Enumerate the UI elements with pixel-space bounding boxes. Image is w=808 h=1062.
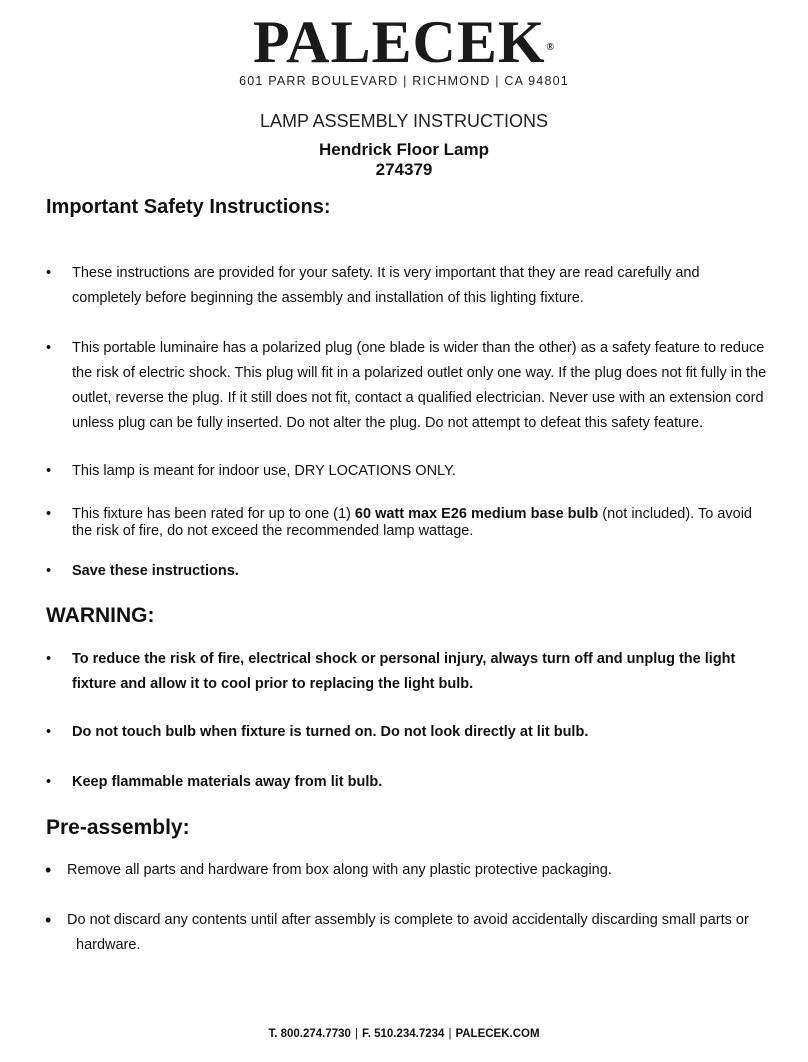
preassembly-heading: Pre-assembly:	[46, 816, 190, 839]
website-link[interactable]: PALECEK.COM	[455, 1028, 540, 1040]
bullet: •	[46, 651, 52, 667]
bullet: •	[46, 774, 52, 790]
safety-heading: Important Safety Instructions:	[46, 196, 331, 218]
bullet: •	[46, 463, 52, 479]
list-item: • Remove all parts and hardware from box along with any plastic protective packaging.	[67, 858, 767, 883]
warning-heading: WARNING:	[46, 604, 155, 627]
list-item: • This lamp is meant for indoor use, DRY LOCATIONS ONLY.	[72, 459, 772, 484]
list-item: • Do not discard any contents until after assembly is complete to avoid accidentally discarding small parts or hardware.	[45, 910, 749, 953]
bullet: •	[46, 563, 52, 579]
list-item: • To reduce the risk of fire, electrical shock or personal injury, always turn off and unplug the light fixture and allow it to cool prior to replacing the light bulb.	[72, 647, 772, 697]
fax-number: F. 510.234.7234	[361, 1028, 445, 1040]
product-sku: 274379	[375, 160, 433, 179]
list-item: • This portable luminaire has a polarized plug (one blade is wider than the other) as a safety feature to reduce the risk of electric shock. This plug will fit in a polarized outlet only one way. If the plug does not fit fully in the outlet, reverse the plug. If it still does not fit, contact a qualified electrician. Never use with an extension cord unless plug can be fully inserted. Do not alter the plug. Do not attempt to defeat this safety feature.	[72, 336, 772, 436]
list-item: • These instructions are provided for your safety. It is very important that they are read carefully and completely before beginning the assembly and installation of this lighting fixture.	[72, 261, 772, 311]
bullet: •	[46, 265, 52, 281]
bullet: •	[45, 910, 52, 930]
product-name: Hendrick Floor Lamp	[318, 140, 490, 159]
bullet: •	[46, 506, 52, 522]
list-item: • Do not touch bulb when fixture is turned on. Do not look directly at lit bulb.	[72, 720, 772, 745]
logo: PALECEK®	[252, 9, 556, 75]
list-item: • Save these instructions.	[72, 559, 772, 584]
registered-mark: ®	[546, 42, 556, 53]
bullet: •	[46, 724, 52, 740]
footer-contact: T. 800.274.7730 | F. 510.234.7234 | PALECEK.COM	[268, 1028, 540, 1040]
list-item: • Keep flammable materials away from lit bulb.	[72, 770, 772, 795]
phone-number: T. 800.274.7730	[268, 1028, 351, 1040]
document-title: LAMP ASSEMBLY INSTRUCTIONS	[259, 111, 549, 131]
bullet: •	[45, 860, 52, 880]
brand-header	[0, 9, 808, 88]
company-address: 601 PARR BOULEVARD | RICHMOND | CA 94801	[239, 74, 569, 88]
list-item: • This fixture has been rated for up to one (1) 60 watt max E26 medium base bulb (not included). To avoid the risk of fire, do not exceed the recommended lamp wattage.	[46, 506, 752, 539]
bullet: •	[46, 340, 52, 356]
